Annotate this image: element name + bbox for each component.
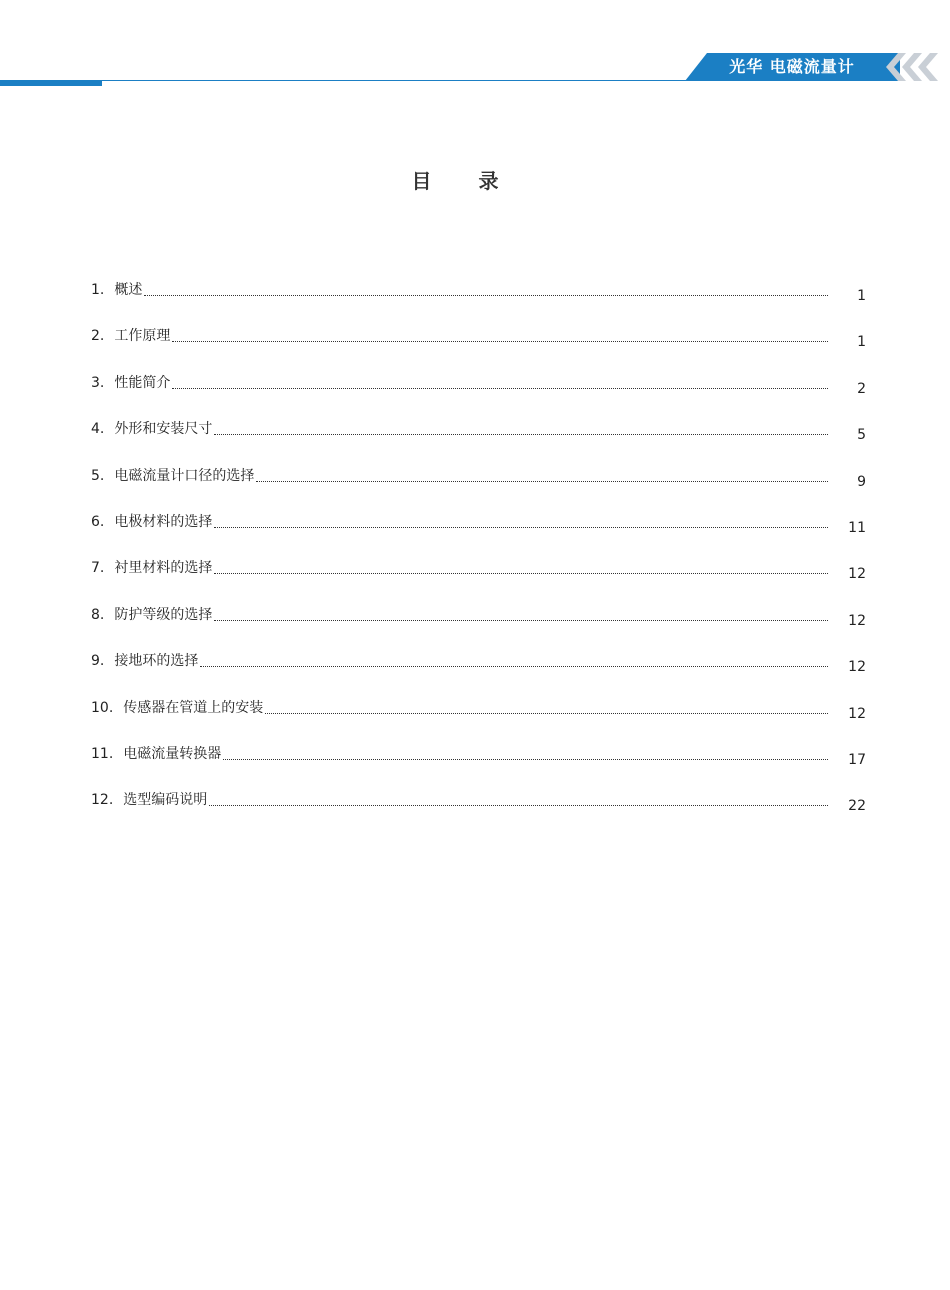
table-of-contents xyxy=(91,279,866,836)
toc-label: 外形和安装尺寸 xyxy=(114,421,213,438)
toc-entry[interactable] xyxy=(91,604,866,650)
toc-page-number: 12 xyxy=(848,566,866,583)
toc-number: 12. xyxy=(91,792,114,809)
toc-leader xyxy=(214,557,828,574)
toc-page-number: 22 xyxy=(848,798,866,815)
toc-entry[interactable] xyxy=(91,465,866,511)
toc-page-number: 1 xyxy=(857,288,866,304)
toc-number: 1. xyxy=(91,282,105,298)
toc-number: 4. xyxy=(91,421,105,438)
toc-page-number: 17 xyxy=(848,751,866,768)
toc-page-number: 2 xyxy=(857,380,866,397)
toc-page-number: 12 xyxy=(848,659,866,676)
toc-page-number: 1 xyxy=(857,334,866,351)
toc-leader xyxy=(144,279,828,296)
toc-number: 10. xyxy=(91,699,114,716)
toc-label: 电磁流量转换器 xyxy=(123,745,222,762)
brand-title: 光华 电磁流量计 xyxy=(729,57,855,76)
toc-entry[interactable] xyxy=(91,697,866,743)
toc-number: 6. xyxy=(91,513,105,530)
toc-entry[interactable] xyxy=(91,418,866,464)
toc-page-number: 5 xyxy=(857,427,866,444)
toc-entry[interactable] xyxy=(91,557,866,603)
toc-number: 5. xyxy=(91,467,105,484)
toc-label: 电磁流量计口径的选择 xyxy=(114,467,255,484)
toc-entry[interactable] xyxy=(91,372,866,418)
toc-leader xyxy=(214,604,828,621)
toc-number: 2. xyxy=(91,328,105,345)
toc-entry[interactable] xyxy=(91,511,866,557)
toc-number: 3. xyxy=(91,374,105,391)
toc-leader xyxy=(214,511,828,528)
toc-page-number: 11 xyxy=(848,519,866,536)
toc-label: 衬里材料的选择 xyxy=(114,560,213,577)
toc-entry[interactable] xyxy=(91,743,866,789)
toc-label: 工作原理 xyxy=(114,328,171,345)
toc-label: 概述 xyxy=(114,282,143,298)
toc-entry[interactable] xyxy=(91,325,866,371)
chevrons-left-icon xyxy=(872,53,944,81)
toc-page-number: 12 xyxy=(848,705,866,722)
toc-label: 电极材料的选择 xyxy=(114,513,213,530)
toc-label: 选型编码说明 xyxy=(123,792,208,809)
header-accent-bar xyxy=(0,80,102,86)
toc-number: 8. xyxy=(91,606,105,623)
toc-number: 7. xyxy=(91,560,105,577)
toc-number: 9. xyxy=(91,653,105,670)
toc-leader xyxy=(209,789,828,806)
toc-entry[interactable] xyxy=(91,279,866,325)
header-rule xyxy=(0,80,700,81)
toc-leader xyxy=(265,697,828,714)
toc-entry[interactable] xyxy=(91,789,866,835)
toc-entry[interactable] xyxy=(91,650,866,696)
toc-page-number: 9 xyxy=(857,473,866,490)
toc-leader xyxy=(223,743,828,760)
toc-label: 接地环的选择 xyxy=(114,653,199,670)
toc-label: 防护等级的选择 xyxy=(114,606,213,623)
toc-label: 性能简介 xyxy=(114,374,171,391)
page-header xyxy=(0,0,950,95)
toc-leader xyxy=(214,418,828,435)
toc-leader xyxy=(172,372,828,389)
toc-number: 11. xyxy=(91,745,114,762)
toc-leader xyxy=(172,325,828,342)
toc-leader xyxy=(200,650,828,667)
page-title: 目 录 xyxy=(411,169,519,193)
toc-leader xyxy=(256,465,828,482)
toc-page-number: 12 xyxy=(848,612,866,629)
toc-label: 传感器在管道上的安装 xyxy=(123,699,264,716)
